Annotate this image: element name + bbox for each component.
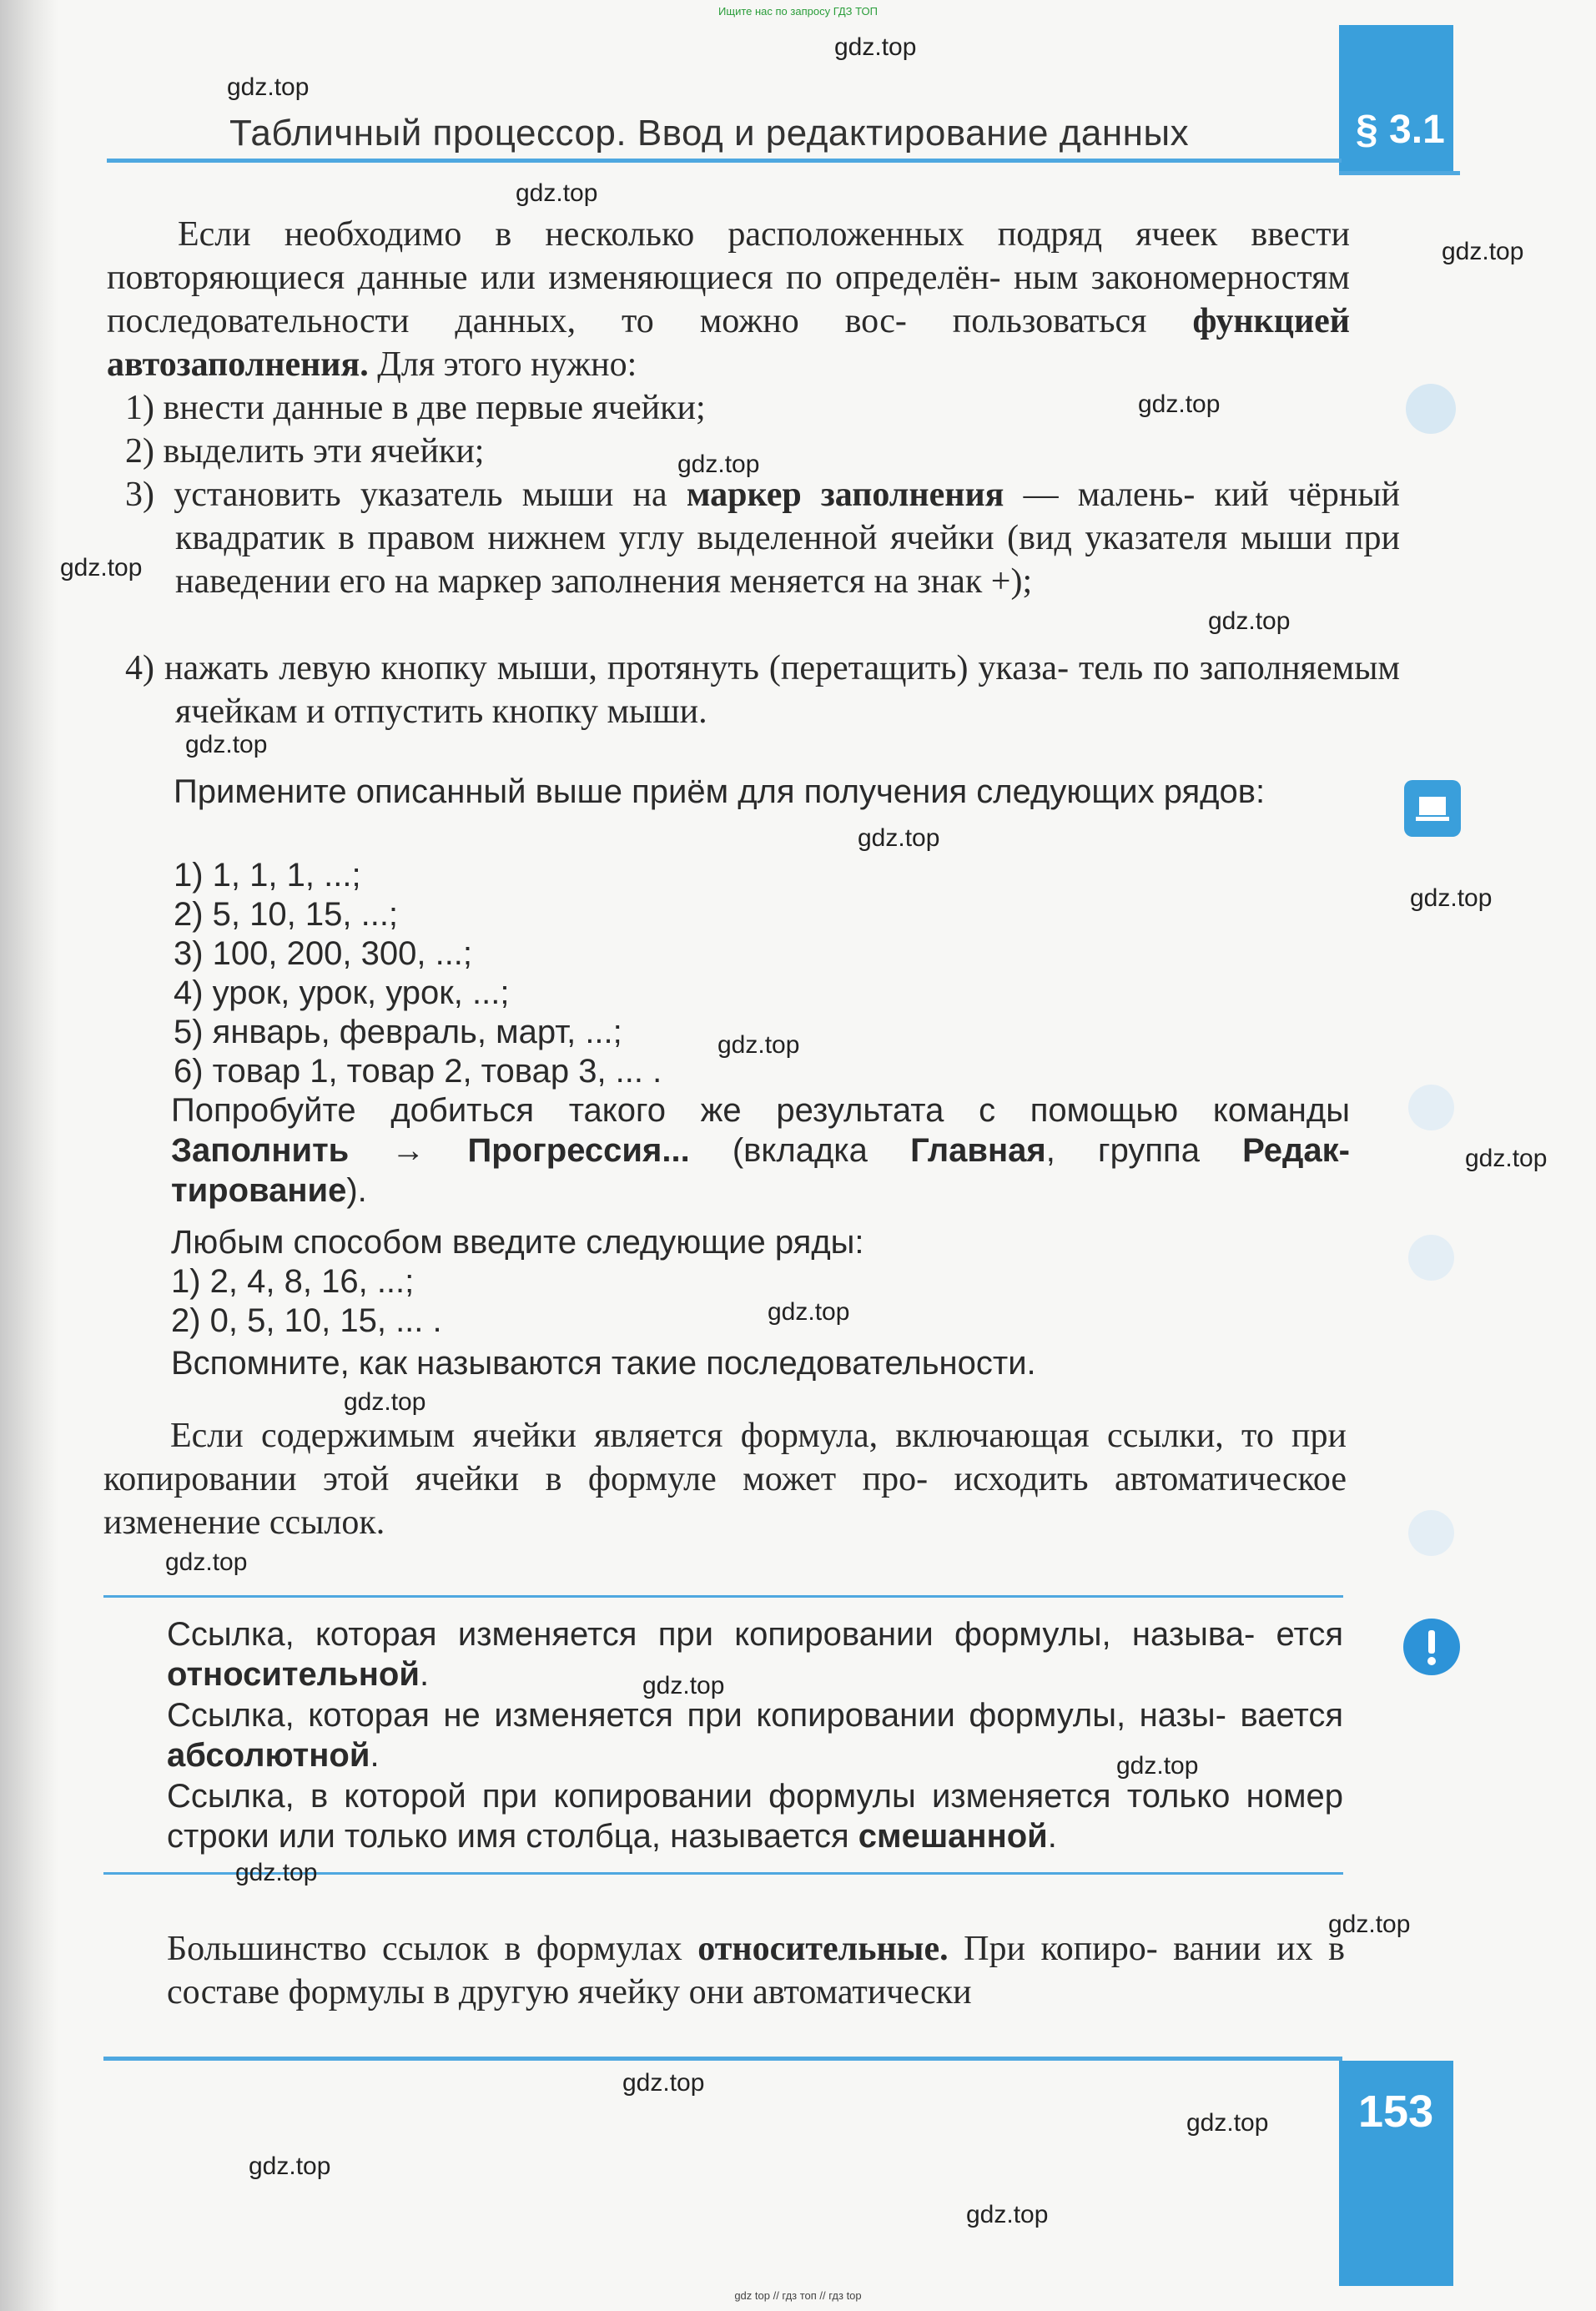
- watermark: gdz.top: [642, 1672, 725, 1699]
- step-text: — малень- кий чёрный квадратик в правом нижнем углу выделенной ячейки (вид указателя мыши при наведении его на маркер заполнения меняется на знак +);: [175, 476, 1401, 601]
- laptop-icon: [1404, 780, 1461, 837]
- step-text: установить указатель мыши на: [174, 476, 667, 514]
- definition-text: .: [370, 1737, 380, 1774]
- book-icon: [1408, 1510, 1454, 1556]
- progression-task: [171, 1090, 1350, 1211]
- definitions-top-rule: [103, 1595, 1343, 1598]
- step-text: внести данные в две первые ячейки;: [163, 389, 706, 427]
- watermark: gdz.top: [834, 33, 917, 61]
- command-name: Заполнить → Прогрессия...: [171, 1132, 690, 1169]
- definition-text: .: [419, 1656, 430, 1693]
- watermark: gdz.top: [858, 824, 940, 852]
- definition-text: Ссылка, в которой при копировании формулы изменяется только номер строки или только имя столбца, называется: [167, 1778, 1343, 1855]
- footer-rule: [103, 2057, 1342, 2061]
- watermark: gdz.top: [1186, 2109, 1269, 2137]
- step-number: 1): [125, 389, 154, 427]
- page-title: Табличный процессор. Ввод и редактирование данных: [229, 113, 1190, 154]
- watermark: gdz.top: [60, 554, 143, 582]
- section-tab: [1339, 25, 1453, 175]
- definition-mixed: [167, 1776, 1343, 1856]
- intro-text: Если необходимо в несколько расположенных подряд ячеек ввести повторяющиеся данные или изменяющиеся по определён- ным закономерностям последовательности данных, то можно вос- пользоваться: [107, 215, 1350, 340]
- mixed-term: смешанной: [858, 1818, 1048, 1855]
- definition-text: .: [1047, 1818, 1057, 1855]
- row-5: 5) январь, февраль, март, ...;: [174, 1014, 622, 1050]
- absolute-term: абсолютной: [167, 1737, 370, 1774]
- watermark: gdz.top: [768, 1298, 850, 1326]
- recall-task: Вспомните, как называются такие последовательности.: [171, 1345, 1036, 1382]
- step-number: 4): [125, 649, 154, 687]
- relative-paragraph: [167, 1927, 1345, 2014]
- note-icon: [1408, 1085, 1454, 1130]
- step-text: выделить эти ячейки;: [163, 432, 485, 471]
- step-number: 2): [125, 432, 154, 471]
- step-4: [125, 647, 1400, 733]
- row-1: 1) 1, 1, 1, ...;: [174, 857, 361, 894]
- task-text: ).: [346, 1172, 367, 1209]
- autofill-paragraph: [107, 213, 1350, 386]
- watermark: gdz.top: [966, 2201, 1049, 2228]
- tab-name: Главная: [910, 1132, 1046, 1169]
- step-3: [125, 473, 1400, 603]
- book-spine: [0, 0, 58, 2311]
- watermark: gdz.top: [249, 2152, 331, 2180]
- watermark: gdz.top: [235, 1859, 318, 1886]
- watermark: gdz.top: [1138, 390, 1221, 418]
- watermark: gdz.top: [165, 1548, 248, 1576]
- globe-icon: [1406, 384, 1456, 434]
- watermark: gdz.top: [1116, 1752, 1199, 1780]
- bottom-note: gdz top // гдз топ // гдз top: [734, 2289, 862, 2302]
- row-2: 2) 5, 10, 15, ...;: [174, 896, 399, 933]
- definition-text: Ссылка, которая изменяется при копировании формулы, называ- ется: [167, 1616, 1343, 1653]
- any-method: Любым способом введите следующие ряды:: [171, 1224, 864, 1261]
- watermark: gdz.top: [622, 2069, 705, 2097]
- watermark: gdz.top: [1208, 607, 1291, 635]
- watermark: gdz.top: [1442, 238, 1524, 265]
- watermark: gdz.top: [227, 73, 310, 101]
- watermark: gdz.top: [516, 179, 598, 207]
- definition-relative: [167, 1614, 1343, 1694]
- watermark: gdz.top: [717, 1031, 800, 1059]
- formula-paragraph: Если содержимым ячейки является формула, включающая ссылки, то при копировании этой ячейки в формуле может про- исходить автоматическое изменение ссылок.: [103, 1417, 1347, 1542]
- watermark: gdz.top: [185, 731, 268, 758]
- step-number: 3): [125, 476, 154, 514]
- intro-end: Для этого нужно:: [377, 345, 637, 384]
- step-text: нажать левую кнопку мыши, протянуть (перетащить) указа- тель по заполняемым ячейкам и отпустить кнопку мыши.: [164, 649, 1400, 731]
- row2-1: 1) 2, 4, 8, 16, ...;: [171, 1263, 415, 1300]
- watermark: gdz.top: [1328, 1911, 1411, 1938]
- task-text: , группа: [1045, 1132, 1200, 1169]
- watermark: gdz.top: [1465, 1145, 1548, 1172]
- paragraph-text: При копиро- вании их в составе формулы в другую ячейку они автоматически: [167, 1930, 1345, 2011]
- autofill-term: функцией автозаполнения.: [107, 302, 1350, 384]
- watermark: gdz.top: [1410, 884, 1493, 912]
- watermark: gdz.top: [677, 451, 760, 478]
- definition-text: Ссылка, которая не изменяется при копировании формулы, назы- вается: [167, 1697, 1343, 1734]
- row-4: 4) урок, урок, урок, ...;: [174, 974, 510, 1011]
- fill-handle-term: маркер заполнения: [686, 476, 1004, 514]
- exercise-intro: Примените описанный выше приём для получения следующих рядов:: [174, 773, 1266, 810]
- page-number: 153: [1358, 2087, 1434, 2137]
- paragraph-text: Большинство ссылок в формулах: [167, 1930, 682, 1968]
- row2-2: 2) 0, 5, 10, 15, ... .: [171, 1302, 442, 1339]
- top-note: Ищите нас по запросу ГДЗ ТОП: [718, 5, 878, 18]
- exclamation-icon: [1403, 1619, 1460, 1675]
- watermark: gdz.top: [344, 1388, 426, 1416]
- relative-term: относительной: [167, 1656, 420, 1693]
- info-icon: [1408, 1235, 1454, 1281]
- header-rule: [107, 159, 1342, 163]
- row-6: 6) товар 1, товар 2, товар 3, ... .: [174, 1053, 662, 1090]
- row-3: 3) 100, 200, 300, ...;: [174, 935, 473, 972]
- group-name: Редак- тирование: [171, 1132, 1350, 1209]
- relative-term: относительные.: [697, 1930, 949, 1968]
- task-text: Попробуйте добиться такого же результата с помощью команды: [171, 1092, 1350, 1129]
- header-rule-tab: [1339, 171, 1460, 175]
- task-text: (вкладка: [732, 1132, 868, 1169]
- section-number: § 3.1: [1356, 108, 1445, 152]
